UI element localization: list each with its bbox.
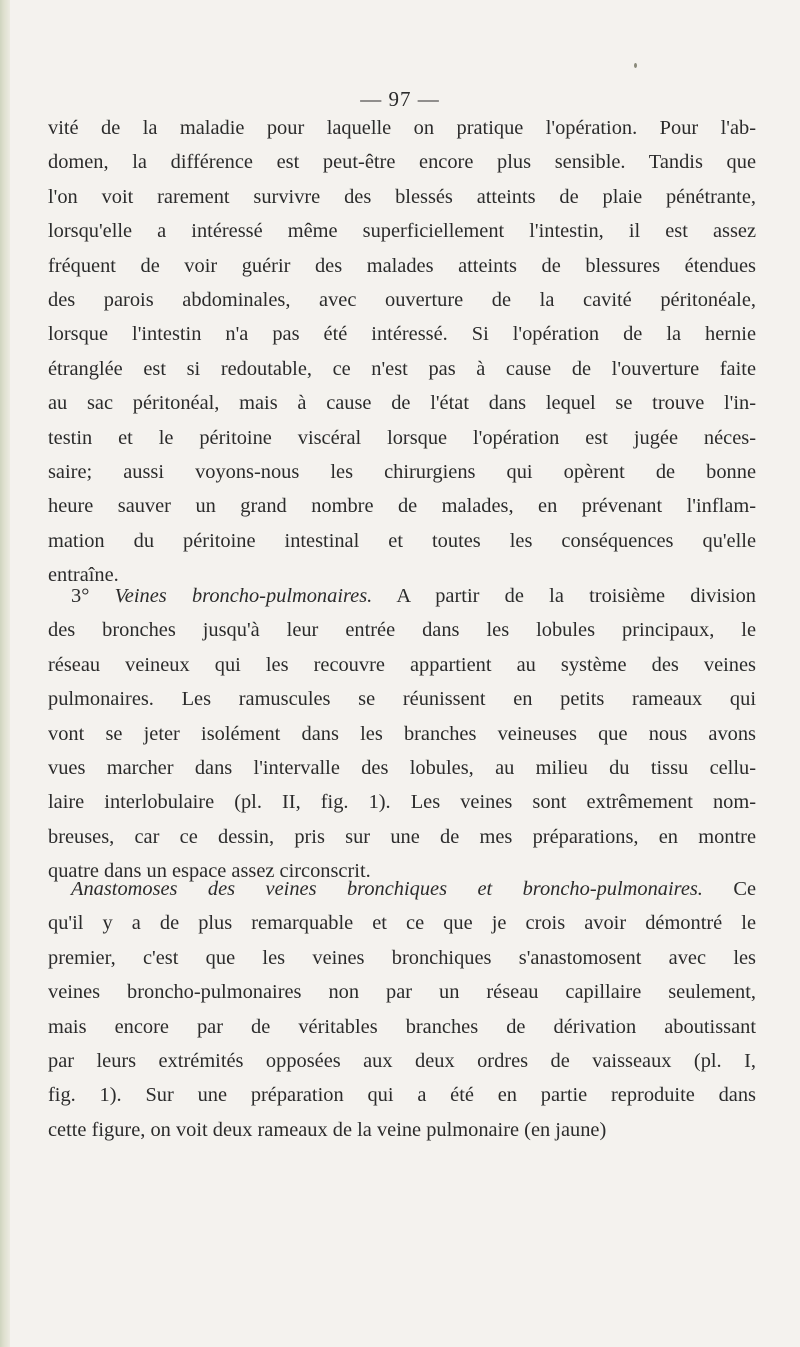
text-line: pulmonaires. Les ramuscules se réunissent en petits rameaux qui: [48, 688, 756, 711]
text-line: par leurs extrémités opposées aux deux ordres de vaisseaux (pl. I,: [48, 1049, 756, 1072]
text-line: l'on voit rarement survivre des blessés atteints de plaie pénétrante,: [48, 185, 756, 208]
text-line: testin et le péritoine viscéral lorsque l'opération est jugée néces-: [48, 426, 756, 449]
text-line: des parois abdominales, avec ouverture de la cavité péritonéale,: [48, 288, 756, 311]
text-line: réseau veineux qui les recouvre appartient au système des veines: [48, 653, 756, 676]
text-line: vité de la maladie pour laquelle on pratique l'opération. Pour l'ab-: [48, 117, 756, 139]
text-line: vues marcher dans l'intervalle des lobules, au milieu du tissu cellu-: [48, 756, 756, 779]
paper-speck: [634, 63, 637, 68]
text-line: cette figure, on voit deux rameaux de la veine pulmonaire (en jaune): [48, 1118, 607, 1141]
text-line: des bronches jusqu'à leur entrée dans les lobules principaux, le: [48, 619, 756, 642]
heading-line-text: A partir de la troisième division: [372, 585, 756, 607]
text-line: lorsque l'intestin n'a pas été intéressé. Si l'opération de la hernie: [48, 323, 756, 346]
text-line: entraîne.: [48, 564, 119, 587]
text-line: quatre dans un espace assez circonscrit.: [48, 860, 371, 883]
paragraph-1: [48, 111, 756, 592]
page-number: — 97 —: [360, 87, 440, 111]
text-line: au sac péritonéal, mais à cause de l'état dans lequel se trouve l'in-: [48, 392, 756, 415]
text-line: vont se jeter isolément dans les branches veineuses que nous avons: [48, 722, 756, 745]
text-line: breuses, car ce dessin, pris sur une de mes préparations, en montre: [48, 825, 756, 848]
section-heading-line: [48, 579, 756, 613]
text-line: premier, c'est que les veines bronchiques s'anastomosent avec les: [48, 946, 756, 969]
text-line: mais encore par de véritables branches de dérivation aboutissant: [48, 1015, 756, 1038]
text-line: laire interlobulaire (pl. II, fig. 1). Les veines sont extrêmement nom-: [48, 791, 756, 814]
text-line: lorsqu'elle a intéressé même superficiellement l'intestin, il est assez: [48, 220, 756, 243]
text-line: domen, la différence est peut-être encore plus sensible. Tandis que: [48, 151, 756, 174]
text-line: mation du péritoine intestinal et toutes les conséquences qu'elle: [48, 529, 756, 552]
section-heading: Anastomoses des veines bronchiques et broncho-pulmonaires.: [71, 878, 703, 900]
text-line: fig. 1). Sur une préparation qui a été en partie reproduite dans: [48, 1084, 756, 1107]
section-heading: Veines broncho-pulmonaires.: [114, 585, 373, 607]
paragraph-2: [48, 579, 756, 889]
page-spine-shadow: [0, 0, 10, 1347]
text-line: saire; aussi voyons-nous les chirurgiens qui opèrent de bonne: [48, 460, 756, 483]
section-number: 3°: [71, 585, 115, 607]
text-line: fréquent de voir guérir des malades atteints de blessures étendues: [48, 254, 756, 277]
heading-line-text: Ce: [702, 878, 757, 900]
section-heading-line: [48, 872, 756, 906]
text-line: qu'il y a de plus remarquable et ce que je crois avoir démontré le: [48, 912, 756, 935]
paragraph-3: [48, 872, 756, 1147]
text-line: étranglée est si redoutable, ce n'est pas à cause de l'ouverture faite: [48, 357, 756, 380]
text-line: heure sauver un grand nombre de malades, en prévenant l'inflam-: [48, 495, 756, 518]
text-line: veines broncho-pulmonaires non par un réseau capillaire seulement,: [48, 981, 756, 1004]
